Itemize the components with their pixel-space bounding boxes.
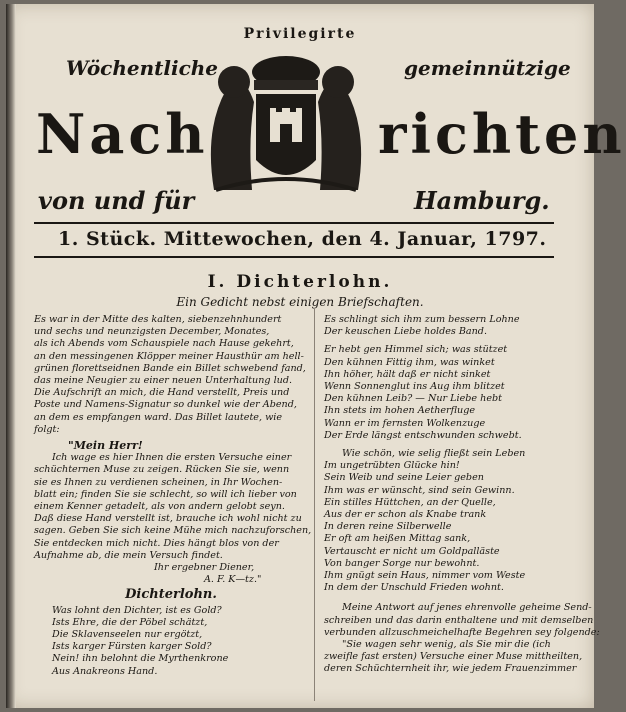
poem-line: Im ungetrübten Glücke hin! bbox=[324, 460, 460, 472]
page-binding-edge bbox=[6, 4, 16, 708]
masthead-privileged: Privilegirte bbox=[243, 26, 357, 42]
poem-line: Wie schön, wie selig fließt sein Leben bbox=[342, 448, 526, 460]
poem-line: Von banger Sorge nur bewohnt. bbox=[324, 557, 480, 569]
poem-line: Nein! ihn belohnt die Myrthenkrone bbox=[52, 653, 229, 665]
reply-line: zweifle fast ersten) Versuche einer Muse mittheilten, bbox=[324, 651, 583, 663]
hamburg-crest-icon bbox=[196, 50, 376, 200]
letter-signature: A. F. K—tz." bbox=[204, 574, 262, 586]
poem-line: Der Erde längst entschwunden schwebt. bbox=[324, 429, 522, 441]
letter-line: Ich wage es hier Ihnen die ersten Versuche einer bbox=[52, 452, 292, 464]
letter-closing: Ihr ergebner Diener, bbox=[154, 562, 255, 574]
masthead-public: gemeinnützige bbox=[404, 56, 571, 80]
newspaper-page bbox=[6, 4, 626, 708]
poem-line: Ein stilles Hüttchen, an der Quelle, bbox=[324, 496, 496, 508]
masthead-from: von und für bbox=[38, 186, 195, 215]
body-line: Die Aufschrift an mich, die Hand verstellt, Preis und bbox=[34, 387, 290, 399]
poem-line: Den kühnen Leib? — Nur Liebe hebt bbox=[324, 393, 502, 405]
left-column bbox=[34, 314, 312, 678]
masthead-rule-top bbox=[34, 222, 554, 224]
body-line: an den messingenen Klöpper meiner Hausthür am hell- bbox=[34, 350, 304, 362]
reply-line: Meine Antwort auf jenes ehrenvolle geheime Send- bbox=[342, 602, 592, 614]
poem-line: Ists karger Fürsten karger Sold? bbox=[52, 641, 212, 653]
poem-line: Ihm was er wünscht, sind sein Gewinn. bbox=[324, 484, 515, 496]
poem-line: Vertauscht er nicht um Goldpalläste bbox=[324, 545, 500, 557]
masthead-weekly: Wöchentliche bbox=[66, 56, 219, 80]
letter-line: Sie entdecken mich nicht. Dies hängt blos von der bbox=[34, 537, 279, 549]
letter-line: einem Kenner getadelt, als von andern gelobt seyn. bbox=[34, 501, 285, 513]
poem-line: Wann er im fernsten Wolkenzuge bbox=[324, 417, 486, 429]
poem-line: Wenn Sonnenglut ins Aug ihm blitzet bbox=[324, 381, 505, 393]
poem-line: Aus Anakreons Hand. bbox=[52, 665, 158, 677]
masthead-title-right: richten bbox=[378, 102, 626, 166]
poem-line: Es schlingt sich ihm zum bessern Lohne bbox=[324, 314, 520, 325]
column-divider bbox=[314, 309, 315, 701]
poem-line: Ihn höher, hält daß er nicht sinket bbox=[324, 368, 491, 380]
letter-line: sie es Ihnen zu verdienen scheinen, in Ihr Wochen- bbox=[34, 476, 283, 488]
poem-line: In dem der Unschuld Frieden wohnt. bbox=[324, 582, 504, 594]
body-line: und sechs und neunzigsten December, Monates, bbox=[34, 326, 270, 338]
poem-line: Der keuschen Liebe holdes Band. bbox=[324, 326, 487, 338]
body-line: als ich Abends vom Schauspiele nach Hause gekehrt, bbox=[34, 338, 294, 350]
poem-line: Er hebt gen Himmel sich; was stützet bbox=[324, 344, 508, 356]
letter-salutation: "Mein Herr! bbox=[68, 439, 143, 453]
reply-line: schreiben und das darin enthaltene und mit demselben bbox=[324, 614, 594, 626]
issue-dateline: 1. Stück. Mittewochen, den 4. Januar, 1797. bbox=[58, 228, 547, 250]
masthead-city: Hamburg. bbox=[414, 186, 550, 215]
letter-line: Aufnahme ab, die mein Versuch findet. bbox=[34, 549, 223, 561]
masthead-title-left: Nach bbox=[36, 102, 209, 166]
poem-line: Ists Ehre, die der Pöbel schätzt, bbox=[52, 616, 208, 628]
letter-line: schüchternen Muse zu zeigen. Rücken Sie sie, wenn bbox=[34, 464, 290, 476]
poem-line: Sein Weib und seine Leier geben bbox=[324, 472, 484, 484]
poem-line: Ihm gnügt sein Haus, nimmer vom Weste bbox=[324, 570, 526, 582]
masthead-rule-bottom bbox=[34, 256, 554, 258]
body-line: grünen florettseidnen Bande ein Billet schwebend fand, bbox=[34, 362, 306, 374]
poem-line: Aus der er schon als Knabe trank bbox=[324, 509, 487, 521]
reply-line: "Sie wagen sehr wenig, als Sie mir die (ich bbox=[342, 639, 551, 651]
body-line: Poste und Namens-Signatur so dunkel wie der Abend, bbox=[34, 399, 297, 411]
poem-line: Den kühnen Fittig ihm, was winket bbox=[324, 356, 495, 368]
letter-line: Daß diese Hand verstellt ist, brauche ich wohl nicht zu bbox=[34, 513, 302, 525]
poem-line: Er oft am heißen Mittag sank, bbox=[324, 533, 471, 545]
body-line: folgt: bbox=[34, 423, 60, 435]
poem-line: Die Sklavenseelen nur ergötzt, bbox=[52, 629, 203, 641]
poem-line: Ihn stets im hohen Aetherfluge bbox=[324, 405, 476, 417]
body-line: Es war in der Mitte des kalten, siebenzehnhundert bbox=[34, 314, 282, 325]
poem-line: Was lohnt den Dichter, ist es Gold? bbox=[52, 604, 222, 616]
reply-line: deren Schüchternheit ihr, wie jedem Frauenzimmer bbox=[324, 663, 577, 675]
letter-line: blatt ein; finden Sie sie schlecht, so will ich lieber von bbox=[34, 488, 297, 500]
letter-line: sagen. Geben Sie sich keine Mühe mich nachzuforschen, bbox=[34, 525, 312, 537]
reply-line: verbunden allzuschmeichelhafte Begehren sey folgende: bbox=[324, 626, 600, 638]
body-line: an dem es empfangen ward. Das Billet lautete, wie bbox=[34, 411, 283, 423]
section-subtitle: Ein Gedicht nebst einigen Briefschaften. bbox=[176, 295, 424, 309]
section-title: I. Dichterlohn. bbox=[207, 272, 393, 292]
poem-line: In deren reine Silberwelle bbox=[324, 521, 452, 533]
poem-title: Dichterlohn. bbox=[125, 587, 217, 603]
body-line: das meine Neugier zu einer neuen Unterhaltung lud. bbox=[34, 375, 293, 387]
right-column bbox=[324, 314, 600, 676]
